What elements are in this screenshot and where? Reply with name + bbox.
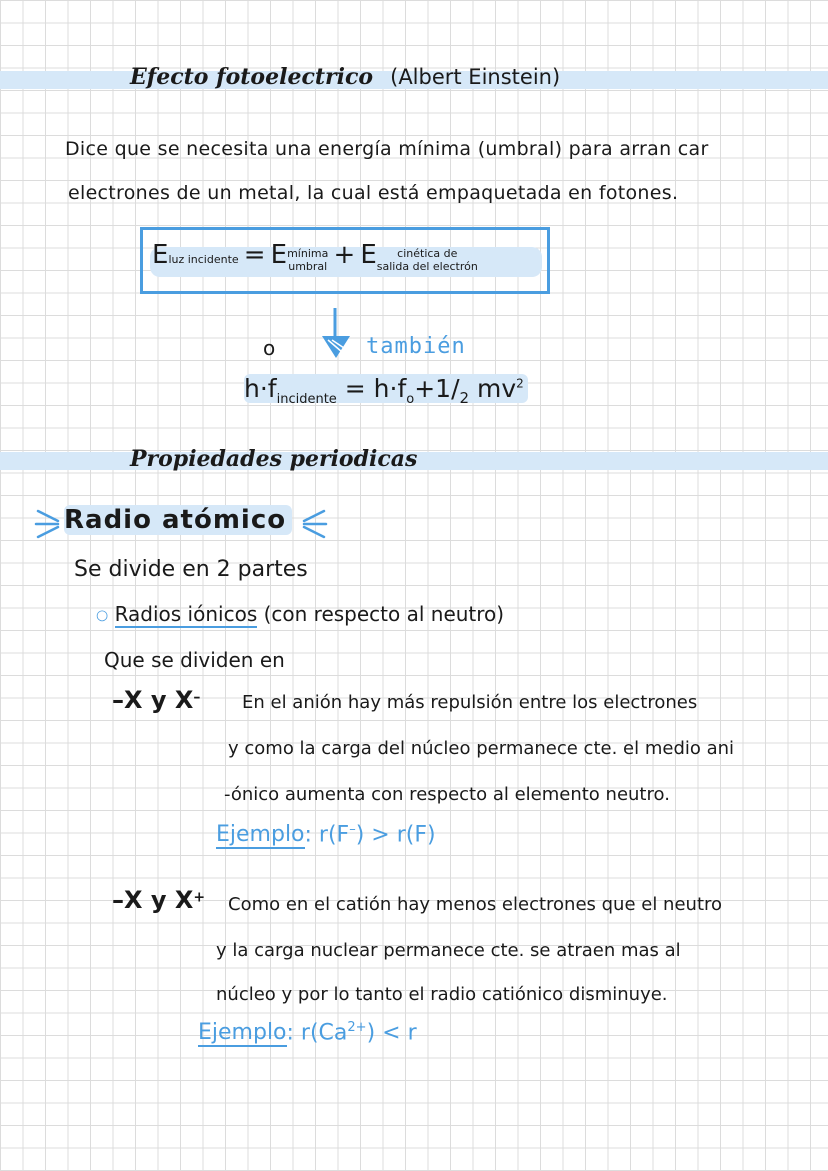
section-title-photoelectric [130,64,560,90]
energy-formula [152,240,478,272]
anion-example [216,822,436,847]
mv-term: mv [469,374,517,403]
cation-example-sup: 2+ [347,1020,367,1035]
equals-sign: = [243,240,266,270]
anion-line-2: y como la carga del núcleo permanece cte. el medio ani [228,738,735,759]
divide-sub: Que se dividen en [104,648,285,672]
bullet-term: Radios iónicos [114,602,258,626]
anion-line-3: -ónico aumenta con respecto al elemento neutro. [224,784,670,805]
half-term-sub: 2 [459,389,470,407]
radio-atomico-title [64,505,292,535]
hf-incident-sub: incidente [276,392,337,407]
small-circle: o [263,336,276,360]
e-kinetic-sub-top: cinética de [397,246,458,260]
e-kinetic: E [360,240,377,270]
e-incident-subscript: luz incidente [168,253,239,266]
cation-pair-text: –X y X [112,886,194,914]
bullet-circle-icon: ○ [96,607,109,624]
hf0: h·f [373,374,407,403]
anion-example-label: Ejemplo [216,822,305,848]
planck-formula-highlight [244,374,528,407]
paragraph-line-1: Dice que se necesita una energía mínima (umbral) para arran car [65,138,709,160]
half-term: +1/ [414,374,460,403]
anion-example-sup: – [349,822,356,837]
cation-example-text: : r(Ca [286,1020,348,1046]
e-min-sub-top: mínima [287,246,329,260]
section-title-periodic: Propiedades periodicas [130,446,418,472]
page-title: Efecto fotoelectrico [130,64,374,90]
sparkle-left-icon [34,505,64,541]
bullet-radios-ionicos [96,602,504,626]
equals-sign-2: = [344,374,366,403]
hf0-sub: o [406,392,415,407]
e-kinetic-sub-bottom: salida del electrón [376,259,478,273]
anion-example-tail: ) > r(F) [355,822,436,848]
anion-example-text: : r(F [304,822,350,848]
cation-example [198,1020,417,1045]
paragraph-line-2: electrones de un metal, la cual está empaquetada en fotones. [68,182,679,204]
divide-intro: Se divide en 2 partes [74,557,308,582]
cation-example-tail: ) < r [366,1020,417,1046]
planck-formula [244,374,528,407]
anion-pair [112,686,200,714]
anion-pair-text: –X y X [112,686,194,714]
down-arrow-icon [318,306,358,362]
cation-line-3: núcleo y por lo tanto el radio catiónico disminuye. [216,984,668,1005]
tambien-label: también [366,334,466,359]
cation-pair-sup: + [193,889,206,906]
cation-example-label: Ejemplo [198,1020,287,1046]
bullet-rest: (con respecto al neutro) [257,602,505,626]
e-min: E [270,240,288,270]
e-incident: E [152,240,169,270]
sparkle-right-icon [298,505,328,541]
e-min-sub-bottom: umbral [288,259,328,273]
anion-pair-sup: – [193,689,201,706]
hf-incident: h·f [244,374,277,403]
radio-atomico-text: Radio atómico [64,505,292,535]
cation-pair [112,886,205,914]
page-subtitle: (Albert Einstein) [390,65,561,89]
anion-line-1: En el anión hay más repulsión entre los electrones [242,692,698,713]
cation-line-2: y la carga nuclear permanece cte. se atraen mas al [216,940,681,961]
mv-squared: 2 [516,376,524,391]
cation-line-1: Como en el catión hay menos electrones que el neutro [228,894,723,915]
plus-sign: + [333,240,356,270]
